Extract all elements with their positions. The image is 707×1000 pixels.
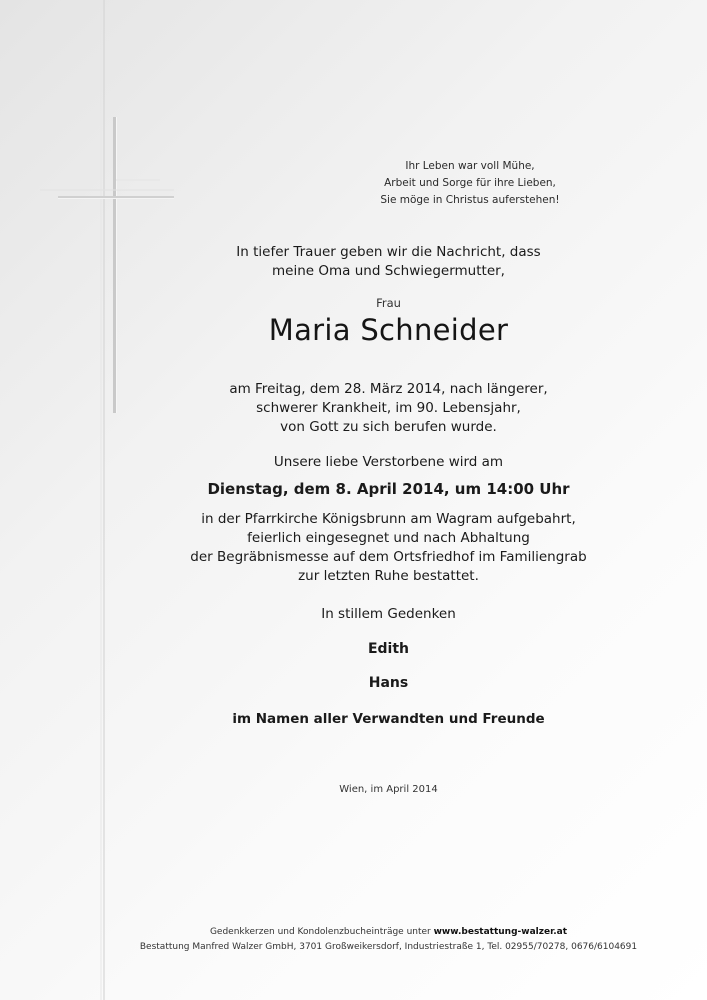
mourner-name-1: Edith xyxy=(367,641,410,657)
funeral-line-3: der Begräbnismesse auf dem Ortsfriedhof im Familiengrab xyxy=(190,549,587,565)
footer-website-link[interactable]: www.bestattung-walzer.at xyxy=(433,927,568,937)
funeral-line-4: zur letzten Ruhe bestattet. xyxy=(298,568,479,584)
death-line-1: am Freitag, dem 28. März 2014, nach längerer, xyxy=(229,381,548,397)
death-notice xyxy=(35,380,707,437)
place-date: Wien, im April 2014 xyxy=(339,784,438,795)
mourner-name-2: Hans xyxy=(368,675,409,691)
motto-line-3: Sie möge in Christus auferstehen! xyxy=(380,194,560,206)
motto-line-2: Arbeit und Sorge für ihre Lieben, xyxy=(384,177,556,189)
funeral-details xyxy=(35,510,707,586)
intro-line-2: meine Oma und Schwiegermutter, xyxy=(272,263,505,279)
footer-line-1 xyxy=(35,925,707,940)
funeral-date: Dienstag, dem 8. April 2014, um 14:00 Uhr xyxy=(207,480,570,498)
memory-heading: In stillem Gedenken xyxy=(321,606,456,622)
deceased-title: Frau xyxy=(376,296,401,310)
funeral-line-1: in der Pfarrkirche Königsbrunn am Wagram aufgebahrt, xyxy=(201,511,576,527)
funeral-line-2: feierlich eingesegnet und nach Abhaltung xyxy=(247,530,530,546)
footer-line-2: Bestattung Manfred Walzer GmbH, 3701 Großweikersdorf, Industriestraße 1, Tel. 02955/70278, 0676/6104691 xyxy=(139,942,638,952)
intro-text xyxy=(35,243,707,281)
death-line-2: schwerer Krankheit, im 90. Lebensjahr, xyxy=(256,400,521,416)
footer-condolence-text: Gedenkkerzen und Kondolenzbucheinträge unter xyxy=(209,927,434,937)
funeral-announcement: Unsere liebe Verstorbene wird am xyxy=(273,454,504,470)
death-line-3: von Gott zu sich berufen wurde. xyxy=(280,419,497,435)
motto-verse xyxy=(350,158,590,209)
footer xyxy=(35,925,707,955)
motto-line-1: Ihr Leben war voll Mühe, xyxy=(405,160,535,172)
intro-line-1: In tiefer Trauer geben wir die Nachricht, dass xyxy=(236,244,541,260)
relatives-line: im Namen aller Verwandten und Freunde xyxy=(232,711,545,727)
deceased-name: Maria Schneider xyxy=(268,313,509,347)
